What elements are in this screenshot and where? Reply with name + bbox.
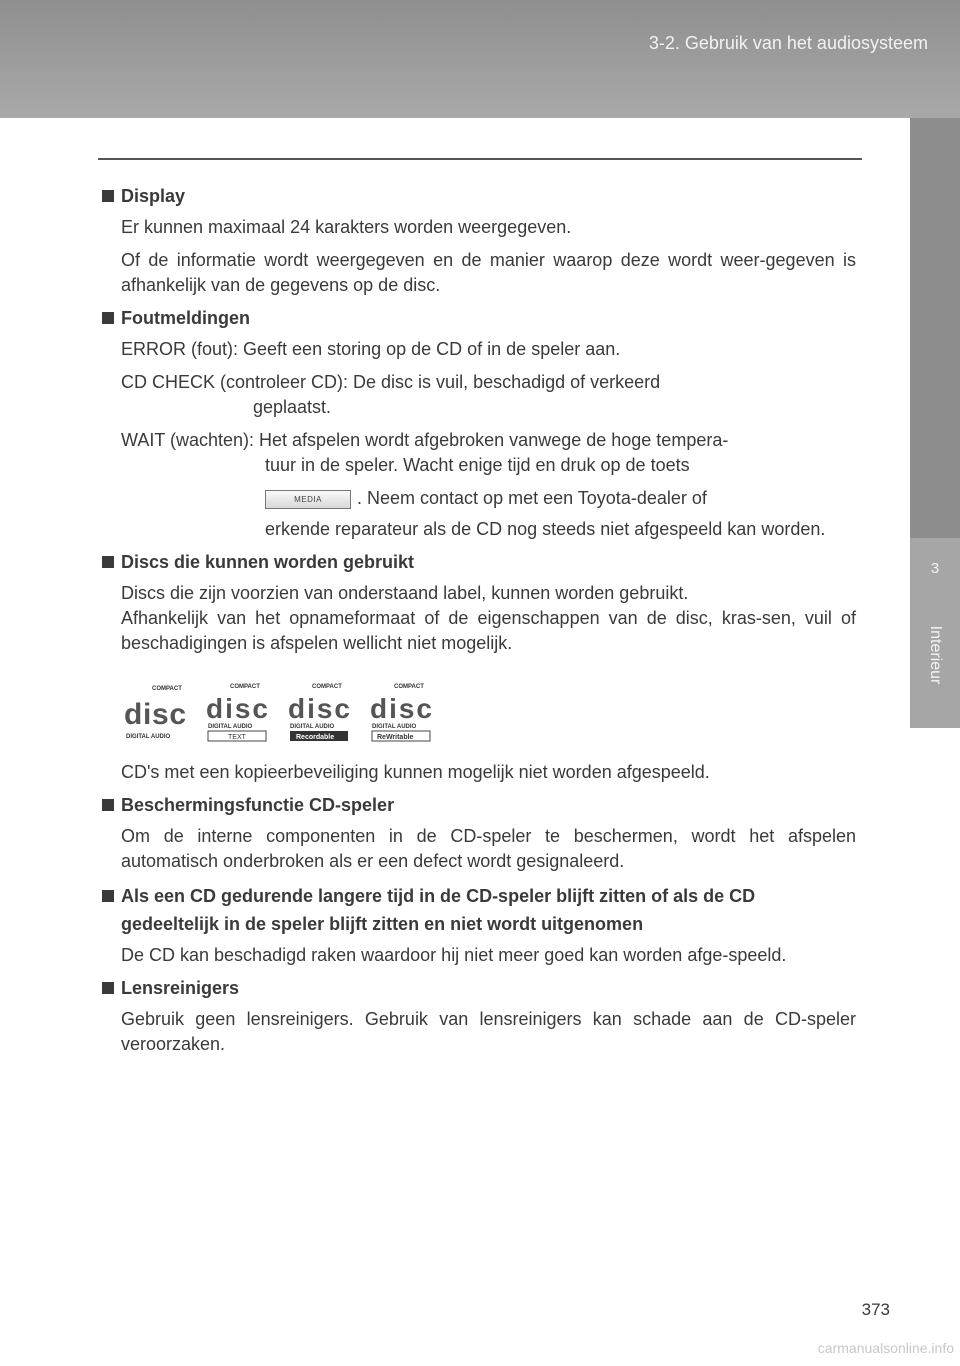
wait-line: WAIT (wachten): Het afspelen wordt afgebroken vanwege de hoge tempera-: [121, 430, 729, 450]
check-continuation: geplaatst.: [253, 397, 332, 417]
svg-text:TEXT: TEXT: [228, 734, 246, 741]
heading-stuck-cd: Als een CD gedurende langere tijd in de CD-speler blijft zitten of als de CD gedeeltelijk in de speler blijft zitten en niet wordt uitgenomen: [98, 882, 856, 938]
svg-text:COMPACT: COMPACT: [230, 684, 260, 690]
compact-disc-recordable-logo-icon: [286, 680, 352, 742]
square-bullet-icon: [102, 312, 114, 324]
page-content: [98, 184, 856, 1065]
paragraph: Of de informatie wordt weergegeven en de manier waarop deze wordt weer-gegeven is afhankelijk van de gegevens op de disc.: [121, 250, 856, 295]
compact-disc-text-logo-icon: [204, 680, 270, 742]
heading-discs: Discs die kunnen worden gebruikt: [98, 550, 856, 575]
svg-text:DIGITAL AUDIO: DIGITAL AUDIO: [208, 724, 253, 730]
error-definition: [98, 337, 856, 362]
svg-text:disc: disc: [206, 693, 268, 724]
paragraph: Gebruik geen lensreinigers. Gebruik van lensreinigers kan schade aan de CD-speler veroorzaken.: [121, 1009, 856, 1054]
square-bullet-icon: [102, 890, 114, 902]
paragraph: CD's met een kopieerbeveiliging kunnen mogelijk niet worden afgespeeld.: [121, 762, 710, 782]
svg-text:COMPACT: COMPACT: [152, 686, 182, 692]
paragraph: Afhankelijk van het opnameformaat of de eigenschappen van de disc, kras-sen, vuil of beschadigingen is afspelen wellicht niet mogelijk.: [121, 608, 856, 653]
page-number: 373: [861, 1300, 890, 1319]
watermark: carmanualsonline.info: [817, 1340, 954, 1356]
wait-continuation: tuur in de speler. Wacht enige tijd en druk op de toets: [265, 455, 690, 475]
header-band: [0, 0, 960, 118]
chapter-title: 3-2. Gebruik van het audiosysteem: [648, 33, 928, 53]
svg-text:Recordable: Recordable: [296, 734, 335, 741]
svg-text:DIGITAL AUDIO: DIGITAL AUDIO: [126, 734, 171, 740]
wait-continuation: MEDIA . Neem contact op met een Toyota-dealer of: [121, 486, 856, 511]
wait-definition: [98, 428, 856, 542]
square-bullet-icon: [102, 556, 114, 568]
paragraph: Er kunnen maximaal 24 karakters worden weergegeven.: [121, 217, 572, 237]
square-bullet-icon: [102, 982, 114, 994]
paragraph: Om de interne componenten in de CD-speler te beschermen, wordt het afspelen automatisch onderbroken als er een defect wordt gesignaleerd.: [121, 826, 856, 871]
heading-display: Display: [98, 184, 856, 209]
heading-errors: Foutmeldingen: [98, 306, 856, 331]
svg-text:ReWritable: ReWritable: [377, 734, 414, 741]
compact-disc-rewritable-logo-icon: [368, 680, 434, 742]
paragraph: De CD kan beschadigd raken waardoor hij niet meer goed kan worden afge-speeld.: [121, 945, 787, 965]
svg-text:COMPACT: COMPACT: [312, 684, 342, 690]
svg-text:disc: disc: [370, 693, 432, 724]
disc-logos: [98, 680, 856, 742]
svg-text:disc: disc: [124, 698, 186, 731]
svg-text:COMPACT: COMPACT: [394, 684, 424, 690]
svg-text:disc: disc: [288, 693, 350, 724]
heading-protection: Beschermingsfunctie CD-speler: [98, 793, 856, 818]
wait-continuation: erkende reparateur als de CD nog steeds niet afgespeeld kan worden.: [265, 519, 826, 539]
square-bullet-icon: [102, 799, 114, 811]
compact-disc-logo-icon: [122, 680, 188, 742]
side-tab-label: Interieur: [927, 625, 944, 685]
media-button-icon: MEDIA: [265, 490, 351, 509]
side-tab-number: 3: [930, 560, 940, 577]
header-rule: [98, 158, 862, 160]
check-line: CD CHECK (controleer CD): De disc is vuil, beschadigd of verkeerd: [121, 372, 661, 392]
paragraph: Discs die zijn voorzien van onderstaand label, kunnen worden gebruikt.: [121, 583, 689, 603]
svg-text:DIGITAL AUDIO: DIGITAL AUDIO: [372, 724, 417, 730]
side-tab-dark: [910, 118, 960, 538]
error-line: ERROR (fout): Geeft een storing op de CD of in de speler aan.: [121, 339, 621, 359]
check-definition: [98, 370, 856, 420]
square-bullet-icon: [102, 190, 114, 202]
svg-text:DIGITAL AUDIO: DIGITAL AUDIO: [290, 724, 335, 730]
heading-lens-cleaners: Lensreinigers: [98, 976, 856, 1001]
